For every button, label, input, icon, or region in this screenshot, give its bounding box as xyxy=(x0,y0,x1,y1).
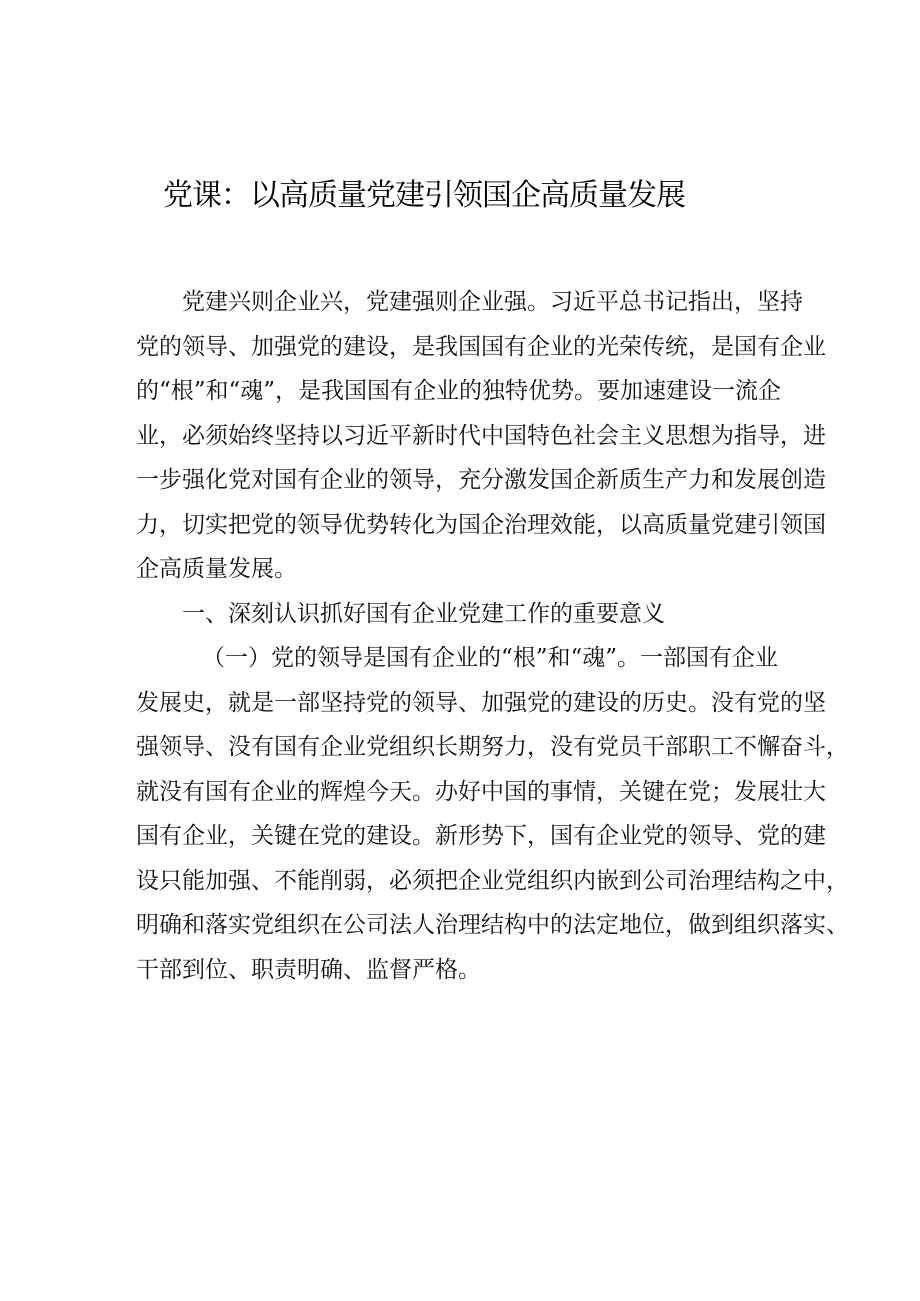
section-heading-1 xyxy=(136,592,792,637)
text-line: 明确和落实党组织在公司法人治理结构中的法定地位，做到组织落实、 xyxy=(136,912,849,938)
text-line: 干部到位、职责明确、监督严格。 xyxy=(136,956,481,983)
document-title: 党课：以高质量党建引领国企高质量发展 xyxy=(163,178,685,213)
text-line: 国有企业，关键在党的建设。新形势下，国有企业党的领导、党的建 xyxy=(136,823,826,849)
text-line: 一、深刻认识抓好国有企业党建工作的重要意义 xyxy=(182,600,665,627)
text-line: 发展史，就是一部坚持党的领导、加强党的建设的历史。没有党的坚 xyxy=(136,689,826,716)
text-line: 企高质量发展。 xyxy=(136,556,297,582)
paragraph-intro xyxy=(136,280,826,592)
text-line: 党建兴则企业兴，党建强则企业强。习近平总书记指出，坚持 xyxy=(182,289,803,315)
paragraph-section-1-1 xyxy=(136,636,849,992)
text-line: 力，切实把党的领导优势转化为国企治理效能，以高质量党建引领国 xyxy=(136,511,826,538)
text-line: 设只能加强、不能削弱，必须把企业党组织内嵌到公司治理结构之中， xyxy=(136,867,849,894)
document-body xyxy=(136,280,849,992)
text-line: 就没有国有企业的辉煌今天。办好中国的事情，关键在党；发展壮大 xyxy=(136,778,826,805)
text-line: （一）党的领导是国有企业的“根”和“魂”。一部国有企业 xyxy=(202,645,779,671)
text-line: 业，必须始终坚持以习近平新时代中国特色社会主义思想为指导，进 xyxy=(136,422,826,449)
text-line: 一步强化党对国有企业的领导，充分激发国企新质生产力和发展创造 xyxy=(136,467,826,493)
text-line: 强领导、没有国有企业党组织长期努力，没有党员干部职工不懈奋斗， xyxy=(136,734,849,760)
text-line: 的“根”和“魂”，是我国国有企业的独特优势。要加速建设一流企 xyxy=(136,378,782,404)
text-line: 党的领导、加强党的建设，是我国国有企业的光荣传统，是国有企业 xyxy=(136,333,826,360)
